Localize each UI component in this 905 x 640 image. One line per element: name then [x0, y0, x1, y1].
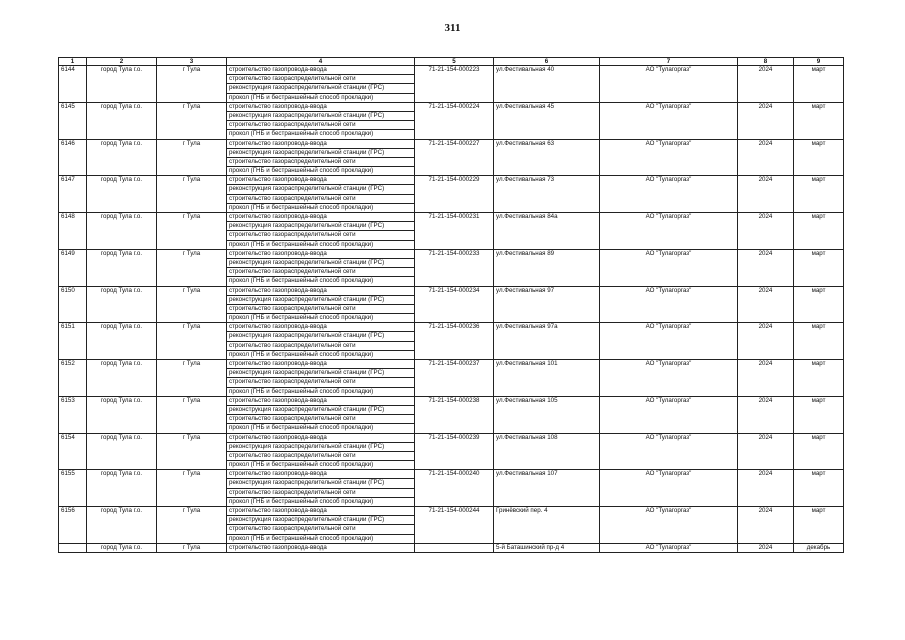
- month: март: [794, 396, 844, 433]
- operator: АО "Тулагоргаз": [600, 66, 738, 103]
- address: ул.Фестивальная 73: [494, 176, 600, 213]
- work-type: строительство газопровода-ввода: [227, 286, 415, 295]
- address: ул.Фестивальная 89: [494, 249, 600, 286]
- work-type: строительство газопровода-ввода: [227, 323, 415, 332]
- object-number: 71-21-154-000238: [415, 396, 494, 433]
- object-number: 71-21-154-000231: [415, 213, 494, 250]
- settlement: г Тула: [157, 433, 227, 470]
- column-header: 6: [494, 58, 600, 66]
- record-number: 6145: [59, 102, 87, 139]
- object-number: 71-21-154-000227: [415, 139, 494, 176]
- column-header: 8: [738, 58, 794, 66]
- municipality: город Тула г.о.: [87, 139, 157, 176]
- settlement: г Тула: [157, 543, 227, 552]
- table-row: [59, 102, 844, 111]
- settlement: г Тула: [157, 360, 227, 397]
- work-type: реконструкция газораспределительной станции (ГРС): [227, 332, 415, 341]
- month: март: [794, 360, 844, 397]
- month: март: [794, 470, 844, 507]
- month: март: [794, 176, 844, 213]
- work-type: строительство газораспределительной сети: [227, 231, 415, 240]
- page-number: 311: [444, 22, 461, 34]
- month: март: [794, 66, 844, 103]
- record-number: 6146: [59, 139, 87, 176]
- work-type: прокол (ГНБ и бестраншейный способ прокладки): [227, 130, 415, 139]
- year: 2024: [738, 470, 794, 507]
- month: март: [794, 286, 844, 323]
- settlement: г Тула: [157, 507, 227, 544]
- year: 2024: [738, 176, 794, 213]
- address: ул.Фестивальная 97а: [494, 323, 600, 360]
- record-number: 6147: [59, 176, 87, 213]
- work-type: строительство газопровода-ввода: [227, 396, 415, 405]
- work-type: реконструкция газораспределительной станции (ГРС): [227, 516, 415, 525]
- address: ул.Фестивальная 105: [494, 396, 600, 433]
- municipality: город Тула г.о.: [87, 323, 157, 360]
- year: 2024: [738, 543, 794, 552]
- object-number: 71-21-154-000234: [415, 286, 494, 323]
- year: 2024: [738, 507, 794, 544]
- work-type: строительство газораспределительной сети: [227, 378, 415, 387]
- operator: АО "Тулагоргаз": [600, 396, 738, 433]
- table-row: [59, 470, 844, 479]
- object-number: 71-21-154-000229: [415, 176, 494, 213]
- work-type: реконструкция газораспределительной станции (ГРС): [227, 295, 415, 304]
- municipality: город Тула г.о.: [87, 249, 157, 286]
- operator: АО "Тулагоргаз": [600, 213, 738, 250]
- address: ул.Фестивальная 63: [494, 139, 600, 176]
- work-type: реконструкция газораспределительной станции (ГРС): [227, 442, 415, 451]
- object-number: [415, 543, 494, 552]
- work-type: прокол (ГНБ и бестраншейный способ прокладки): [227, 277, 415, 286]
- table-row: [59, 176, 844, 185]
- column-header: 3: [157, 58, 227, 66]
- municipality: город Тула г.о.: [87, 286, 157, 323]
- address: ул.Фестивальная 108: [494, 433, 600, 470]
- column-header: 7: [600, 58, 738, 66]
- column-header: 2: [87, 58, 157, 66]
- municipality: город Тула г.о.: [87, 176, 157, 213]
- operator: АО "Тулагоргаз": [600, 360, 738, 397]
- operator: АО "Тулагоргаз": [600, 470, 738, 507]
- address: 5-й Баташинский пр-д 4: [494, 543, 600, 552]
- settlement: г Тула: [157, 286, 227, 323]
- table-row: [59, 139, 844, 148]
- work-type: прокол (ГНБ и бестраншейный способ прокладки): [227, 534, 415, 543]
- object-number: 71-21-154-000224: [415, 102, 494, 139]
- object-number: 71-21-154-000239: [415, 433, 494, 470]
- column-header: 9: [794, 58, 844, 66]
- operator: АО "Тулагоргаз": [600, 543, 738, 552]
- work-type: строительство газораспределительной сети: [227, 304, 415, 313]
- settlement: г Тула: [157, 249, 227, 286]
- settlement: г Тула: [157, 396, 227, 433]
- work-type: реконструкция газораспределительной станции (ГРС): [227, 405, 415, 414]
- work-type: строительство газораспределительной сети: [227, 451, 415, 460]
- work-type: прокол (ГНБ и бестраншейный способ прокладки): [227, 350, 415, 359]
- object-number: 71-21-154-000223: [415, 66, 494, 103]
- address: ул.Фестивальная 84а: [494, 213, 600, 250]
- work-type: строительство газораспределительной сети: [227, 121, 415, 130]
- municipality: город Тула г.о.: [87, 66, 157, 103]
- table-row: [59, 286, 844, 295]
- table-row: [59, 323, 844, 332]
- record-number: 6154: [59, 433, 87, 470]
- work-type: строительство газораспределительной сети: [227, 525, 415, 534]
- work-type: строительство газопровода-ввода: [227, 433, 415, 442]
- record-number: 6153: [59, 396, 87, 433]
- address: ул.Фестивальная 97: [494, 286, 600, 323]
- work-type: строительство газораспределительной сети: [227, 75, 415, 84]
- column-header: 4: [227, 58, 415, 66]
- municipality: город Тула г.о.: [87, 543, 157, 552]
- object-number: 71-21-154-000233: [415, 249, 494, 286]
- object-number: 71-21-154-000244: [415, 507, 494, 544]
- operator: АО "Тулагоргаз": [600, 286, 738, 323]
- table-row: [59, 249, 844, 258]
- table-row: [59, 66, 844, 75]
- operator: АО "Тулагоргаз": [600, 139, 738, 176]
- operator: АО "Тулагоргаз": [600, 249, 738, 286]
- work-type: строительство газопровода-ввода: [227, 507, 415, 516]
- year: 2024: [738, 396, 794, 433]
- settlement: г Тула: [157, 470, 227, 507]
- settlement: г Тула: [157, 139, 227, 176]
- work-type: прокол (ГНБ и бестраншейный способ прокладки): [227, 203, 415, 212]
- table-row: [59, 543, 844, 552]
- header-row: [59, 58, 844, 66]
- work-type: реконструкция газораспределительной станции (ГРС): [227, 479, 415, 488]
- year: 2024: [738, 249, 794, 286]
- table-row: [59, 213, 844, 222]
- work-type: реконструкция газораспределительной станции (ГРС): [227, 111, 415, 120]
- address: Гринёвский пер. 4: [494, 507, 600, 544]
- address: ул.Фестивальная 107: [494, 470, 600, 507]
- record-number: [59, 543, 87, 552]
- record-number: 6152: [59, 360, 87, 397]
- month: март: [794, 213, 844, 250]
- record-number: 6148: [59, 213, 87, 250]
- work-type: строительство газопровода-ввода: [227, 470, 415, 479]
- year: 2024: [738, 139, 794, 176]
- work-type: строительство газопровода-ввода: [227, 176, 415, 185]
- work-type: строительство газораспределительной сети: [227, 194, 415, 203]
- work-type: прокол (ГНБ и бестраншейный способ прокладки): [227, 167, 415, 176]
- record-number: 6150: [59, 286, 87, 323]
- table-row: [59, 433, 844, 442]
- work-type: строительство газопровода-ввода: [227, 543, 415, 552]
- operator: АО "Тулагоргаз": [600, 323, 738, 360]
- work-type: реконструкция газораспределительной станции (ГРС): [227, 148, 415, 157]
- table-row: [59, 360, 844, 369]
- column-header: 1: [59, 58, 87, 66]
- municipality: город Тула г.о.: [87, 360, 157, 397]
- column-header: 5: [415, 58, 494, 66]
- address: ул.Фестивальная 40: [494, 66, 600, 103]
- municipality: город Тула г.о.: [87, 102, 157, 139]
- municipality: город Тула г.о.: [87, 470, 157, 507]
- work-type: строительство газораспределительной сети: [227, 341, 415, 350]
- work-type: строительство газопровода-ввода: [227, 213, 415, 222]
- month: декабрь: [794, 543, 844, 552]
- work-type: строительство газопровода-ввода: [227, 66, 415, 75]
- work-type: реконструкция газораспределительной станции (ГРС): [227, 258, 415, 267]
- table-row: [59, 507, 844, 516]
- work-type: строительство газораспределительной сети: [227, 268, 415, 277]
- work-type: строительство газораспределительной сети: [227, 488, 415, 497]
- settlement: г Тула: [157, 323, 227, 360]
- address: ул.Фестивальная 101: [494, 360, 600, 397]
- operator: АО "Тулагоргаз": [600, 176, 738, 213]
- year: 2024: [738, 433, 794, 470]
- month: март: [794, 433, 844, 470]
- year: 2024: [738, 102, 794, 139]
- work-type: строительство газопровода-ввода: [227, 360, 415, 369]
- object-number: 71-21-154-000237: [415, 360, 494, 397]
- work-type: строительство газопровода-ввода: [227, 102, 415, 111]
- work-type: строительство газораспределительной сети: [227, 415, 415, 424]
- year: 2024: [738, 286, 794, 323]
- municipality: город Тула г.о.: [87, 507, 157, 544]
- record-number: 6144: [59, 66, 87, 103]
- year: 2024: [738, 360, 794, 397]
- work-type: прокол (ГНБ и бестраншейный способ прокладки): [227, 497, 415, 506]
- record-number: 6151: [59, 323, 87, 360]
- work-type: прокол (ГНБ и бестраншейный способ прокладки): [227, 314, 415, 323]
- register-table: [58, 57, 844, 553]
- work-type: прокол (ГНБ и бестраншейный способ прокладки): [227, 387, 415, 396]
- month: март: [794, 249, 844, 286]
- work-type: реконструкция газораспределительной станции (ГРС): [227, 185, 415, 194]
- month: март: [794, 102, 844, 139]
- operator: АО "Тулагоргаз": [600, 102, 738, 139]
- year: 2024: [738, 66, 794, 103]
- work-type: прокол (ГНБ и бестраншейный способ прокладки): [227, 461, 415, 470]
- work-type: строительство газораспределительной сети: [227, 157, 415, 166]
- operator: АО "Тулагоргаз": [600, 507, 738, 544]
- work-type: прокол (ГНБ и бестраншейный способ прокладки): [227, 240, 415, 249]
- address: ул.Фестивальная 45: [494, 102, 600, 139]
- work-type: прокол (ГНБ и бестраншейный способ прокладки): [227, 93, 415, 102]
- municipality: город Тула г.о.: [87, 433, 157, 470]
- settlement: г Тула: [157, 176, 227, 213]
- month: март: [794, 139, 844, 176]
- work-type: реконструкция газораспределительной станции (ГРС): [227, 222, 415, 231]
- settlement: г Тула: [157, 66, 227, 103]
- work-type: реконструкция газораспределительной станции (ГРС): [227, 369, 415, 378]
- work-type: прокол (ГНБ и бестраншейный способ прокладки): [227, 424, 415, 433]
- settlement: г Тула: [157, 102, 227, 139]
- work-type: строительство газопровода-ввода: [227, 139, 415, 148]
- table-row: [59, 396, 844, 405]
- month: март: [794, 507, 844, 544]
- month: март: [794, 323, 844, 360]
- record-number: 6149: [59, 249, 87, 286]
- year: 2024: [738, 323, 794, 360]
- object-number: 71-21-154-000240: [415, 470, 494, 507]
- record-number: 6156: [59, 507, 87, 544]
- work-type: строительство газопровода-ввода: [227, 249, 415, 258]
- work-type: реконструкция газораспределительной станции (ГРС): [227, 84, 415, 93]
- record-number: 6155: [59, 470, 87, 507]
- object-number: 71-21-154-000236: [415, 323, 494, 360]
- municipality: город Тула г.о.: [87, 213, 157, 250]
- operator: АО "Тулагоргаз": [600, 433, 738, 470]
- year: 2024: [738, 213, 794, 250]
- settlement: г Тула: [157, 213, 227, 250]
- municipality: город Тула г.о.: [87, 396, 157, 433]
